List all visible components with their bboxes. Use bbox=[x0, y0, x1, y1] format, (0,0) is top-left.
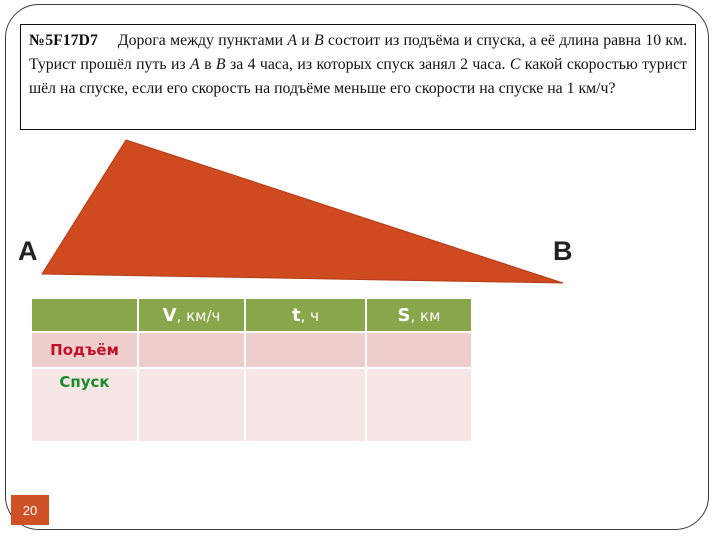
point-a-label: A bbox=[18, 236, 38, 266]
distance-symbol: S bbox=[397, 304, 411, 326]
problem-text: B bbox=[215, 56, 226, 73]
problem-text: и bbox=[297, 32, 315, 49]
distance-unit: , км bbox=[410, 306, 441, 325]
header-cell-speed bbox=[139, 299, 246, 333]
problem-text: Дорога между пунктами bbox=[117, 32, 288, 49]
table-cell bbox=[246, 369, 367, 443]
row-label-downhill: Спуск bbox=[32, 369, 139, 443]
header-cell bbox=[32, 299, 139, 333]
problem-text: за 4 часа, из которых спуск занял 2 часа. bbox=[225, 56, 510, 73]
header-cell-time bbox=[246, 299, 367, 333]
problem-text: в bbox=[199, 56, 216, 73]
problem-text: какой скоростью турист шёл на спуске, если его скорость на подъёме меньше его скорости на спуске на 1 км/ч? bbox=[29, 56, 687, 97]
table-cell bbox=[367, 333, 473, 369]
table-row bbox=[32, 333, 473, 369]
table-cell bbox=[139, 333, 246, 369]
page-number-badge: 20 bbox=[11, 495, 49, 525]
speed-unit: , км/ч bbox=[176, 306, 221, 325]
table-row bbox=[32, 369, 473, 443]
header-cell-distance bbox=[367, 299, 473, 333]
problem-number: №5F17D7 bbox=[29, 32, 98, 49]
problem-text: состоит из подъёма и спуска, а её длина равна 10 км. Турист прошёл путь из bbox=[29, 32, 688, 73]
speed-symbol: V bbox=[162, 304, 177, 326]
problem-text: A bbox=[287, 32, 297, 49]
table-cell bbox=[246, 333, 367, 369]
road-triangle bbox=[42, 140, 563, 283]
row-label-uphill: Подъём bbox=[32, 333, 139, 369]
table-header-row bbox=[32, 299, 473, 333]
time-symbol: t bbox=[291, 304, 301, 326]
problem-text: B bbox=[314, 32, 324, 49]
time-unit: , ч bbox=[300, 306, 319, 325]
problem-text: A bbox=[190, 56, 200, 73]
table-cell bbox=[367, 369, 473, 443]
point-b-label: B bbox=[553, 236, 573, 266]
motion-table bbox=[32, 299, 473, 443]
problem-text: С bbox=[509, 56, 521, 73]
table-cell bbox=[139, 369, 246, 443]
